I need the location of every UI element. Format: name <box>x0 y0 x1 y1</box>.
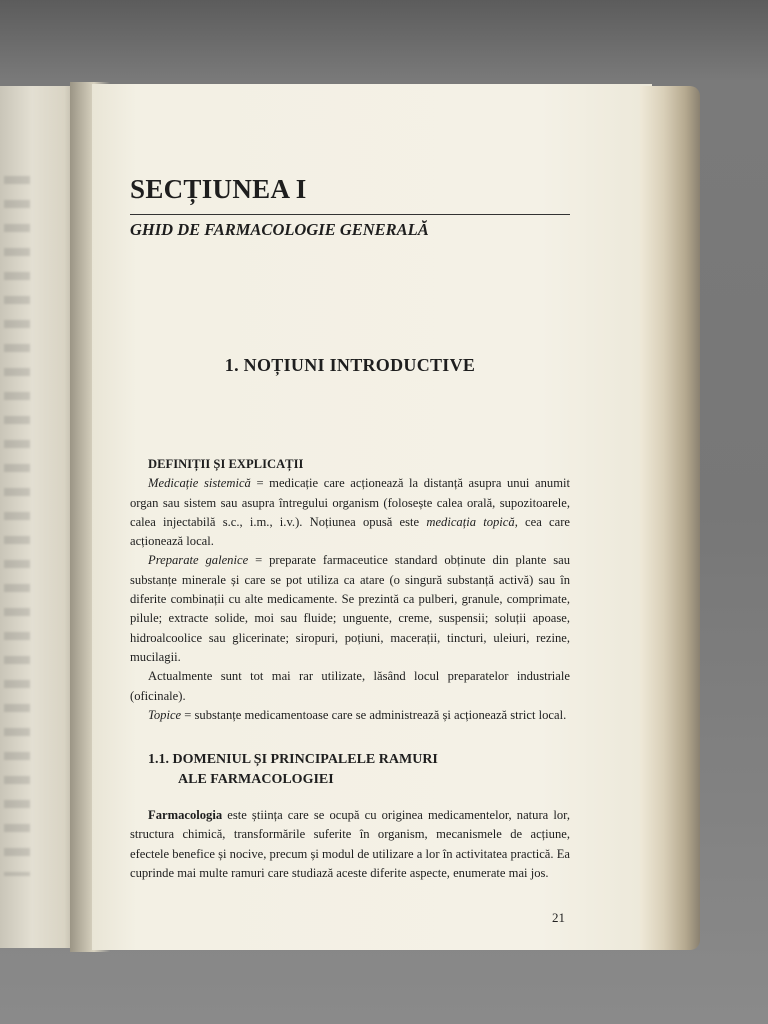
subsection-title-line2: ALE FARMACOLOGIEI <box>178 772 334 787</box>
paragraph-currently: Actualmente sunt tot mai rar utilizate, lăsând locul preparatelor industriale (oficinale). <box>130 669 570 703</box>
paragraph-text-end: , cea care acționează local. <box>130 514 570 549</box>
section-title: SECȚIUNEA I <box>130 174 307 204</box>
page-number: 21 <box>552 910 565 925</box>
paragraph-text: = preparate farmaceutice standard obținute din plante sau substanțe minerale și care se pot utiliza ca atare (o singură substanță activă) sau în diferite combinații cu alte medicamente. Se prezintă ca pulberi, granule, comprimate, pilule; extracte solide, moi sau fluide; unguente, creme, suspensii; soluții apoase, hidroalcoolice sau glicerinate; siropuri, poțiuni, macerații, tincturi, uleiuri, rezine, mucilagii. <box>130 553 570 664</box>
paragraph-galenic-preparations <box>130 551 570 667</box>
subsection-title <box>148 750 438 790</box>
paragraph-text: = medicație care acționează la distanță asupra unui anumit organ sau sistem sau asupra întregului organism (folosește calea orală, supozitoarele, calea injectabilă s.c., i.m., i.v.). Noțiunea opusă este <box>130 476 570 529</box>
definitions-block <box>130 455 570 725</box>
term-galenic-preparations: Preparate galenice <box>148 553 249 568</box>
term-pharmacology: Farmacologia <box>148 808 223 822</box>
section-subtitle: GHID DE FARMACOLOGIE GENERALĂ <box>130 220 429 239</box>
paragraph-text: = substanțe medicamentoase care se administrează și acționează strict local. <box>181 707 567 722</box>
term-topicals: Topice <box>148 707 182 722</box>
term-systemic-medication: Medicație sistemică <box>148 476 251 491</box>
paragraph-pharmacology <box>130 806 570 883</box>
paragraph-systemic-medication <box>130 474 570 551</box>
paragraph-topicals <box>130 706 570 725</box>
definitions-heading: DEFINIȚII ȘI EXPLICAȚII <box>148 457 304 471</box>
pharmacology-block <box>130 806 570 883</box>
term-topical-medication: medicația topică <box>426 514 515 529</box>
subsection-title-line1: 1.1. DOMENIUL ȘI PRINCIPALELE RAMURI <box>148 752 438 767</box>
chapter-title: 1. NOȚIUNI INTRODUCTIVE <box>224 355 476 375</box>
paragraph-text: este știința care se ocupă cu originea medicamentelor, natura lor, structura chimică, transformările suferite în organism, mecanismele de acțiune, efectele benefice și nocive, precum și modul de utilizare a lor în activitatea practică. Ea cuprinde mai multe ramuri care studiază aceste diferite aspecte, enumerate mai jos. <box>130 808 570 880</box>
left-page-text-bleed <box>4 176 30 876</box>
title-rule <box>130 214 570 215</box>
page-edge <box>640 86 700 950</box>
